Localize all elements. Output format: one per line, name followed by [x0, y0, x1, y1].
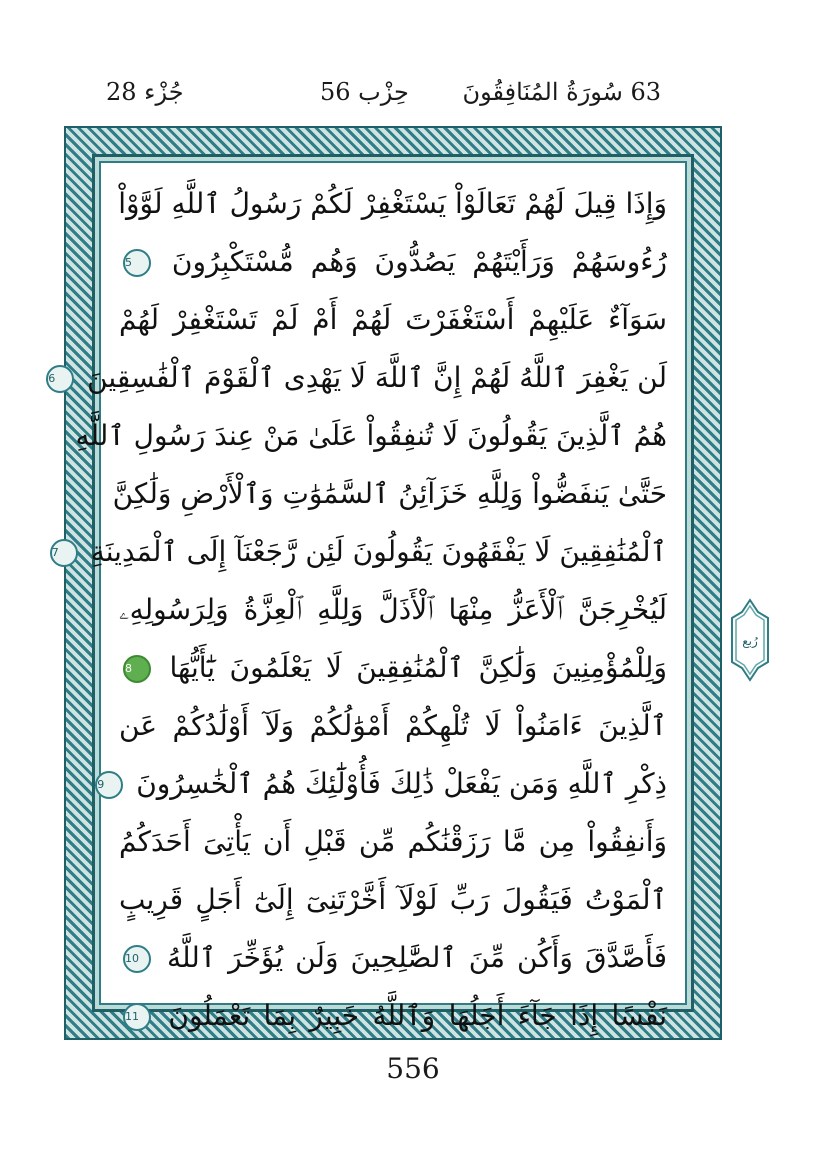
ruku-label: رُبع — [742, 634, 758, 648]
page-number: 556 — [386, 1052, 440, 1085]
verse-line — [112, 465, 667, 523]
verse-text: ذِكْرِ ٱللَّهِ وَمَن يَفْعَلْ ذَٰلِكَ فَأُوْلَٰٓئِكَ هُمُ ٱلْخَٰسِرُونَ — [136, 767, 667, 800]
ayah-number-marker: 10 — [123, 945, 151, 973]
verse-text: رُءُوسَهُمْ وَرَأَيْتَهُمْ يَصُدُّونَ وَهُم مُّسْتَكْبِرُونَ — [171, 245, 667, 278]
ayah-number-marker: 7 — [50, 539, 78, 567]
verse-text: ٱلْمَوْتُ فَيَقُولَ رَبِّ لَوْلَآ أَخَّرْتَنِىٓ إِلَىٰٓ أَجَلٍ قَرِيبٍ — [119, 883, 667, 916]
ruku-marker-icon — [730, 598, 770, 682]
verse-text: ٱلْمُنَٰفِقِينَ لَا يَفْقَهُونَ يَقُولُونَ لَئِن رَّجَعْنَآ إِلَى ٱلْمَدِينَةِ — [90, 535, 667, 568]
verse-line — [119, 697, 667, 755]
verse-line — [51, 523, 667, 581]
ayah-number-marker: 9 — [95, 771, 123, 799]
verse-text: وَلِلْمُؤْمِنِينَ وَلَٰكِنَّ ٱلْمُنَٰفِقِينَ لَا يَعْلَمُونَ يَٰٓأَيُّهَا — [169, 651, 667, 684]
verse-line — [119, 987, 667, 1045]
verse-line — [48, 349, 667, 407]
verse-text: وَأَنفِقُواْ مِن مَّا رَزَقْنَٰكُم مِّن قَبْلِ أَن يَأْتِىَ أَحَدَكُمُ — [119, 825, 667, 858]
verse-text: هُمُ ٱلَّذِينَ يَقُولُونَ لَا تُنفِقُواْ عَلَىٰ مَنْ عِندَ رَسُولِ ٱللَّهِ — [75, 419, 667, 452]
verse-text: نَفْسًا إِذَا جَآءَ أَجَلُهَا وَٱللَّهُ خَبِيرٌ بِمَا تَعْمَلُونَ — [168, 999, 667, 1032]
verse-line — [119, 291, 667, 349]
verse-text: وَإِذَا قِيلَ لَهُمْ تَعَالَوْاْ يَسْتَغْفِرْ لَكُمْ رَسُولُ ٱللَّهِ لَوَّوْاْ — [118, 187, 667, 220]
ayah-number-marker: 5 — [123, 249, 151, 277]
page-header — [0, 78, 826, 118]
juz-label: جُزْء 28 — [106, 78, 184, 106]
ayah-number-marker: 6 — [46, 365, 74, 393]
verse-line — [119, 871, 667, 929]
verse-line — [119, 175, 667, 233]
verse-text: حَتَّىٰ يَنفَضُّواْ وَلِلَّهِ خَزَآئِنُ ٱلسَّمَٰوَٰتِ وَٱلْأَرْضِ وَلَٰكِنَّ — [112, 477, 667, 510]
verse-line — [119, 581, 667, 639]
verse-text: لَن يَغْفِرَ ٱللَّهُ لَهُمْ إِنَّ ٱللَّهَ لَا يَهْدِى ٱلْقَوْمَ ٱلْفَٰسِقِينَ — [87, 361, 667, 394]
ayah-number-marker: 11 — [123, 1003, 151, 1031]
verse-text: ٱلَّذِينَ ءَامَنُواْ لَا تُلْهِكُمْ أَمْوَٰلُكُمْ وَلَآ أَوْلَٰدُكُمْ عَن — [119, 709, 667, 742]
surah-title: 63 سُورَةُ المُنَافِقُونَ — [462, 78, 661, 106]
verse-line — [119, 233, 667, 291]
verse-line — [119, 929, 667, 987]
verse-text: فَأَصَّدَّقَ وَأَكُن مِّنَ ٱلصَّٰلِحِينَ وَلَن يُؤَخِّرَ ٱللَّهُ — [166, 941, 668, 974]
verse-line — [75, 407, 667, 465]
ayah-number-marker: 8 — [123, 655, 151, 683]
verse-line — [119, 813, 667, 871]
verse-line — [119, 639, 667, 697]
hizb-label: حِزْب 56 — [320, 78, 409, 106]
ornamental-frame — [48, 126, 722, 1040]
text-area — [48, 161, 687, 1032]
verse-line — [97, 755, 667, 813]
verse-text: لَيُخْرِجَنَّ ٱلْأَعَزُّ مِنْهَا ٱلْأَذَلَّ وَلِلَّهِ ٱلْعِزَّةُ وَلِرَسُولِهِۦ — [119, 593, 667, 626]
verse-text: سَوَآءٌ عَلَيْهِمْ أَسْتَغْفَرْتَ لَهُمْ أَمْ لَمْ تَسْتَغْفِرْ لَهُمْ — [119, 303, 667, 336]
